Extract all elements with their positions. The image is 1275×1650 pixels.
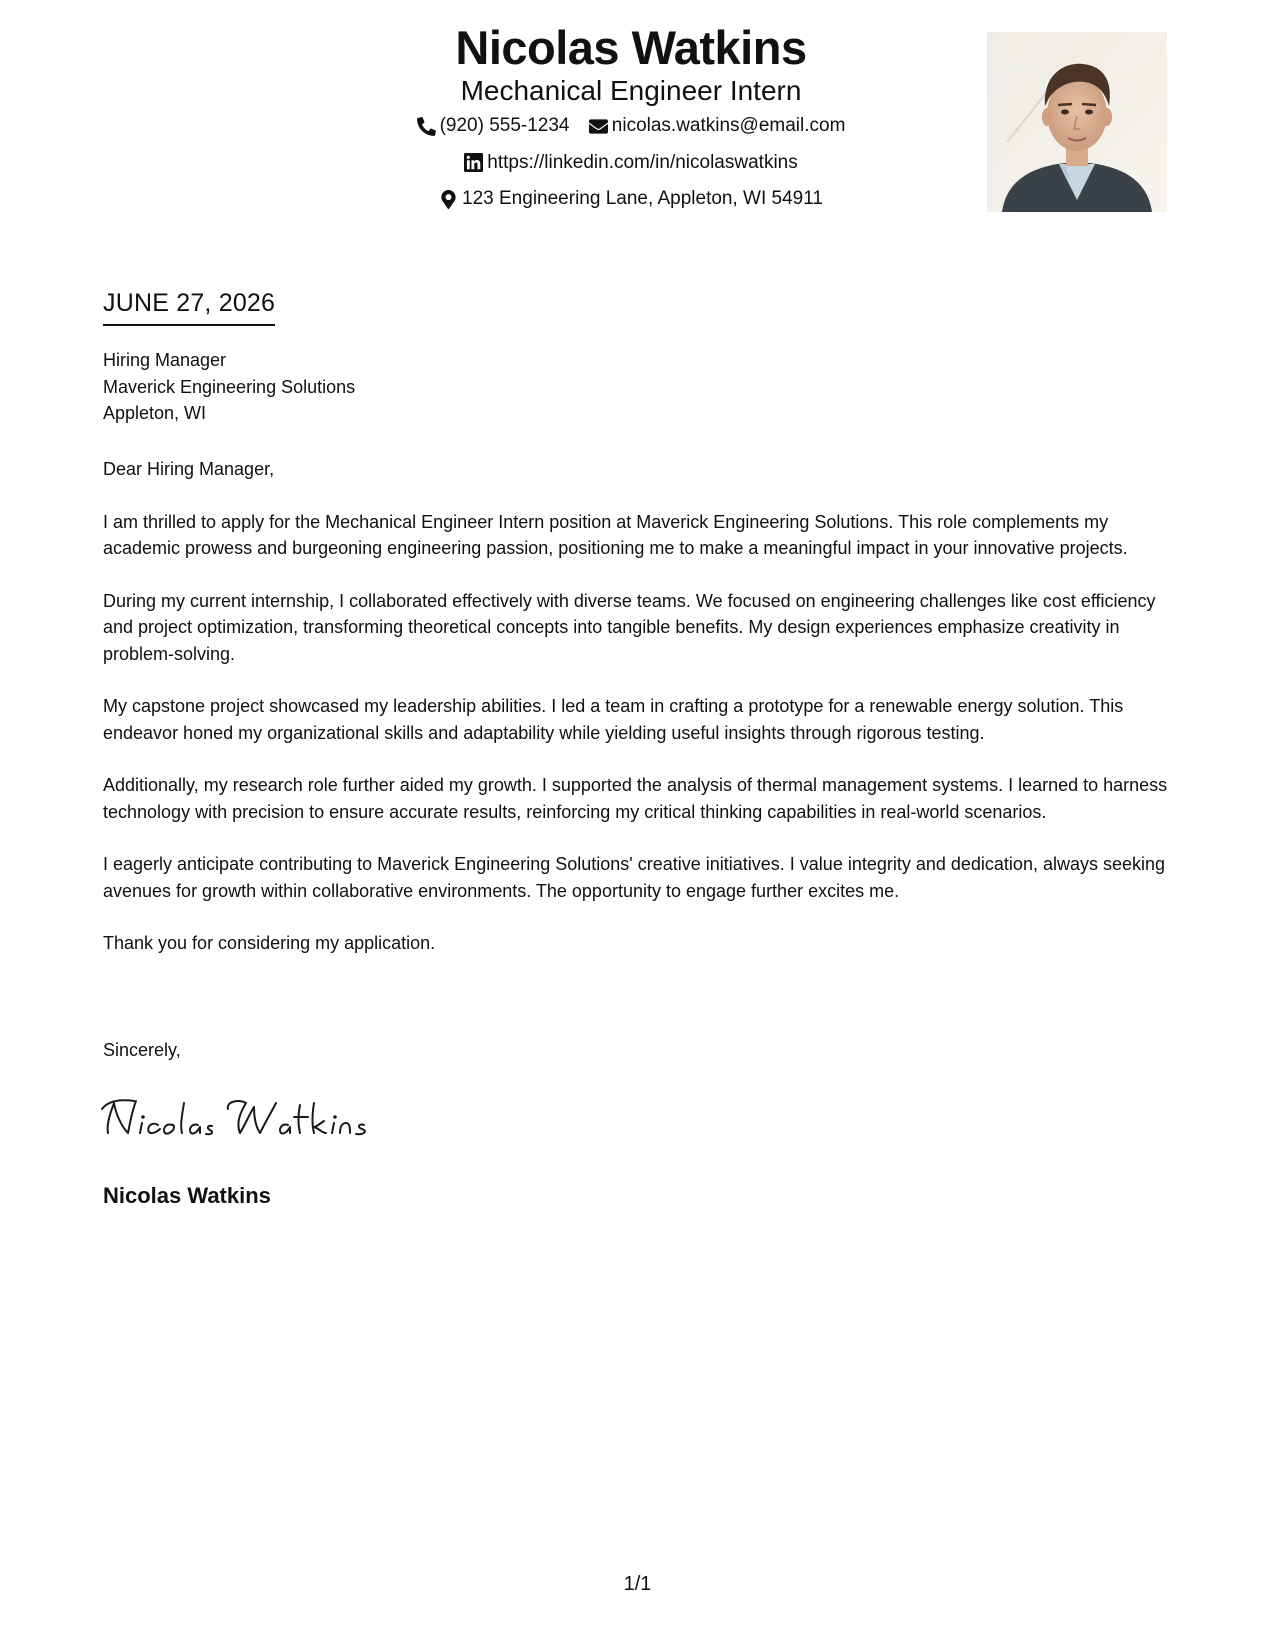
email-contact xyxy=(589,110,846,142)
paragraph-capstone: My capstone project showcased my leadership abilities. I led a team in crafting a prototype for a renewable energy solution. This endeavor honed my organizational skills and adaptability while yielding useful insights through rigorous testing. xyxy=(103,696,1124,743)
signature-image xyxy=(100,1093,370,1143)
linkedin-contact xyxy=(464,147,797,179)
closing-phrase: Sincerely, xyxy=(103,1040,181,1060)
letter-date: JUNE 27, 2026 xyxy=(103,288,275,326)
signed-name: Nicolas Watkins xyxy=(103,1183,271,1208)
paragraph-internship: During my current internship, I collaborated effectively with diverse teams. We focused on engineering challenges like cost efficiency and project optimization, transforming theoretical concepts into tangible benefits. My design experiences emphasize creativity in problem-solving. xyxy=(103,590,1156,664)
address-contact xyxy=(439,183,823,215)
salutation: Dear Hiring Manager, xyxy=(103,459,275,479)
linkedin-icon xyxy=(464,153,483,172)
page-number: 1/1 xyxy=(623,1573,652,1595)
phone-number: (920) 555-1234 xyxy=(439,115,570,136)
paragraph-intro: I am thrilled to apply for the Mechanical Engineer Intern position at Maverick Engineering Solutions. This role complements my academic prowess and burgeoning engineering passion, positioning me to make a meaningful impact in your innovative projects. xyxy=(103,511,1128,558)
phone-icon xyxy=(417,117,436,136)
handwritten-signature xyxy=(100,1093,370,1143)
letter-body xyxy=(103,456,1183,983)
applicant-name: Nicolas Watkins xyxy=(455,21,807,74)
linkedin-url[interactable]: https://linkedin.com/in/nicolaswatkins xyxy=(487,151,798,173)
envelope-icon xyxy=(589,117,608,136)
recipient-title: Hiring Manager xyxy=(103,350,227,370)
paragraph-research: Additionally, my research role further aided my growth. I supported the analysis of thermal management systems. I learned to harness technology with precision to ensure accurate results, reinforcing my critical thinking capabilities in real-world scenarios. xyxy=(103,775,1168,822)
paragraph-closing: I eagerly anticipate contributing to Maverick Engineering Solutions' creative initiatives. I value integrity and dedication, always seeking avenues for growth within collaborative environments. The opportunity to engage further excites me. xyxy=(103,854,1166,901)
map-pin-icon xyxy=(439,190,458,209)
recipient-location: Appleton, WI xyxy=(103,403,207,423)
recipient-block xyxy=(103,347,355,427)
recipient-company: Maverick Engineering Solutions xyxy=(103,376,356,397)
mailing-address: 123 Engineering Lane, Appleton, WI 54911 xyxy=(462,188,823,209)
portrait-image xyxy=(987,32,1167,212)
paragraph-thanks: Thank you for considering my application. xyxy=(103,933,436,953)
profile-photo xyxy=(987,32,1167,212)
job-title: Mechanical Engineer Intern xyxy=(460,75,802,106)
phone-contact xyxy=(417,110,570,142)
email-address: nicolas.watkins@email.com xyxy=(611,115,846,136)
